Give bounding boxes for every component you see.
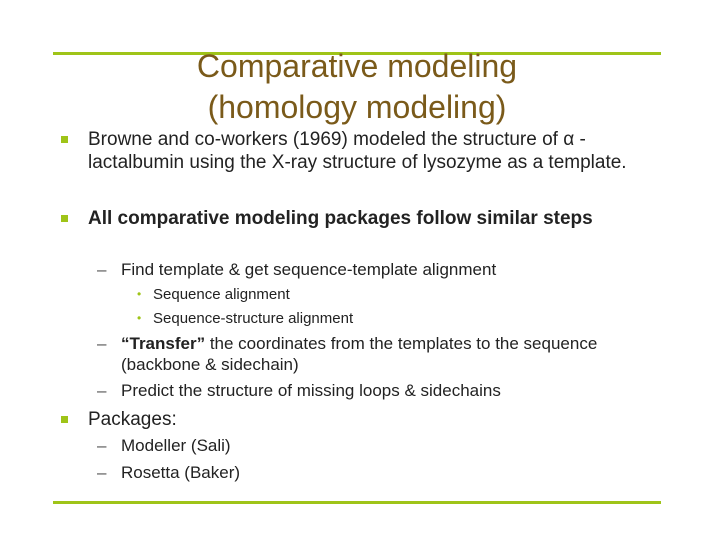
bullet-browne bbox=[88, 128, 673, 174]
subbullet-modeller bbox=[97, 435, 681, 456]
square-bullet-icon bbox=[61, 215, 68, 222]
bottom-rule bbox=[53, 501, 661, 504]
bullet-text: Browne and co-workers (1969) modeled the structure of α -lactalbumin using the X-ray structure of lysozyme as a template. bbox=[88, 129, 627, 173]
bullet-text: Packages: bbox=[88, 409, 177, 430]
dash-bullet-icon: – bbox=[97, 334, 107, 353]
title-line-1: Comparative modeling bbox=[196, 48, 518, 84]
subbullet-predict bbox=[97, 380, 681, 401]
subsubbullet-structure-alignment bbox=[137, 307, 673, 330]
bullet-packages-steps bbox=[88, 207, 673, 230]
subbullet-text: Modeller (Sali) bbox=[121, 436, 231, 455]
subbullet-find-template bbox=[97, 259, 681, 280]
dash-bullet-icon: – bbox=[97, 260, 107, 279]
slide-title bbox=[53, 46, 661, 128]
title-line-2: (homology modeling) bbox=[207, 89, 507, 125]
dot-bullet-icon: • bbox=[137, 287, 142, 301]
dash-bullet-icon: – bbox=[97, 436, 107, 455]
subbullet-text: the coordinates from the templates to the sequence (backbone & sidechain) bbox=[121, 334, 598, 374]
dash-bullet-icon: – bbox=[97, 381, 107, 400]
subsubbullet-sequence-alignment bbox=[137, 283, 673, 306]
dot-bullet-icon: • bbox=[137, 311, 142, 325]
subbullet-rosetta bbox=[97, 462, 681, 483]
subbullet-text: Rosetta (Baker) bbox=[121, 463, 241, 482]
bullet-text: All comparative modeling packages follow similar steps bbox=[88, 208, 593, 229]
subbullet-text: Predict the structure of missing loops & sidechains bbox=[121, 381, 501, 400]
subsubbullet-text: Sequence alignment bbox=[153, 286, 290, 303]
square-bullet-icon bbox=[61, 136, 68, 143]
bullet-packages bbox=[88, 408, 673, 431]
subbullet-text: Find template & get sequence-template alignment bbox=[121, 260, 497, 279]
subsubbullet-text: Sequence-structure alignment bbox=[153, 310, 354, 327]
transfer-emphasis: “Transfer” bbox=[121, 334, 206, 353]
subbullet-transfer bbox=[97, 333, 681, 375]
dash-bullet-icon: – bbox=[97, 463, 107, 482]
square-bullet-icon bbox=[61, 416, 68, 423]
